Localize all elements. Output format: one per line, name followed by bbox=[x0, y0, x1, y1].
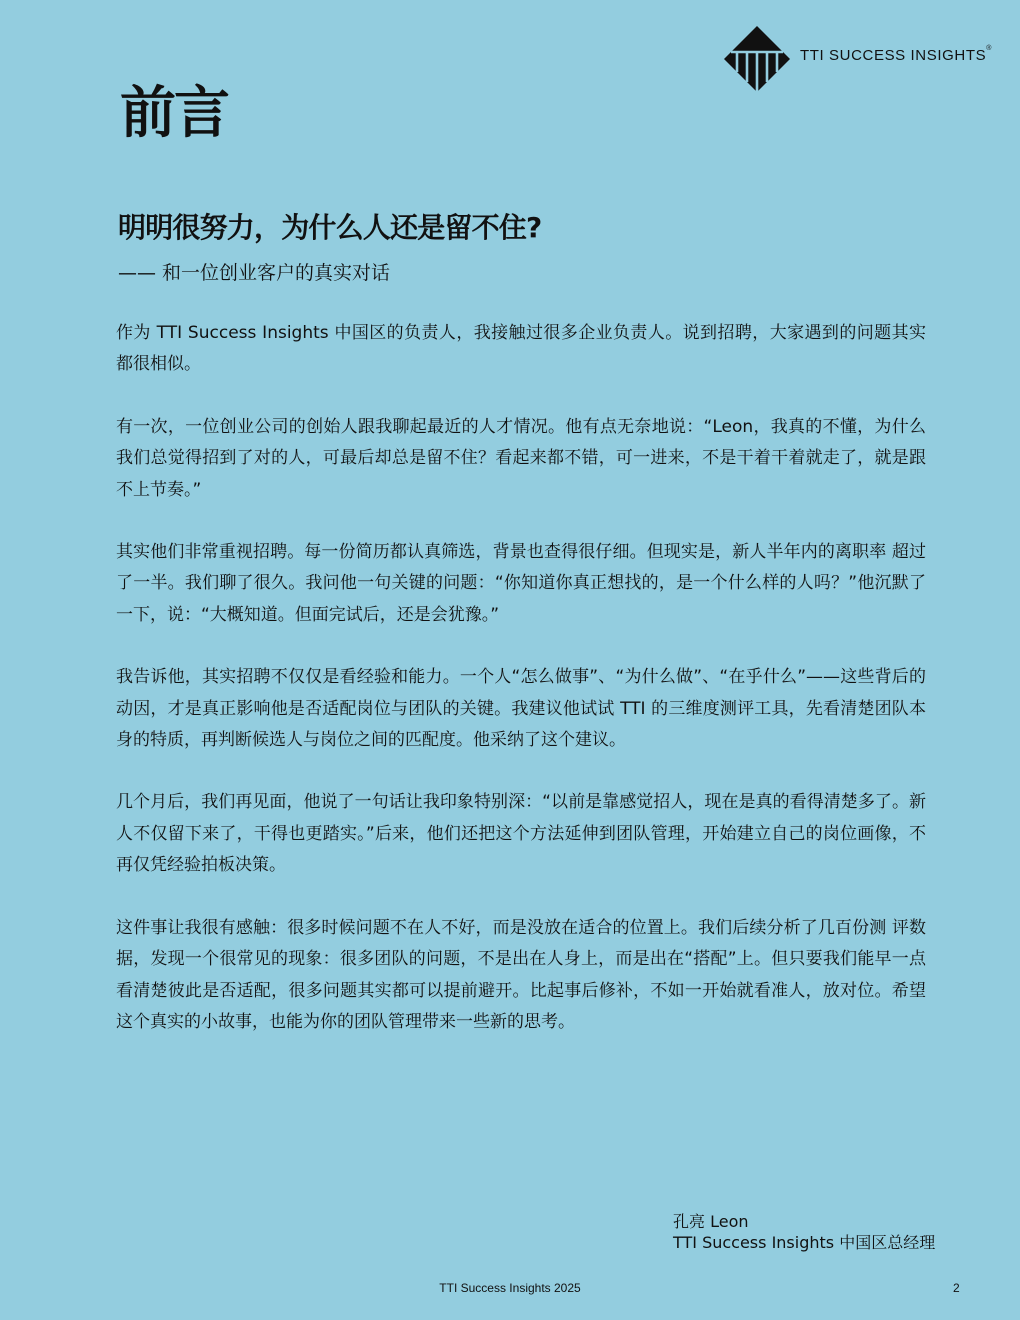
tti-diamond-logo-icon bbox=[723, 24, 793, 94]
paragraph: 作为 TTI Success Insights 中国区的负责人，我接触过很多企业负责人。说到招聘，大家遇到的问题其实都很相似。 bbox=[116, 323, 926, 375]
footer-text: TTI Success Insights 2025 bbox=[439, 1281, 581, 1295]
signature-role: TTI Success Insights 中国区总经理 bbox=[673, 1233, 936, 1252]
paragraph: 几个月后，我们再见面，他说了一句话让我印象特别深：“以前是靠感觉招人，现在是真的看得清楚多了。新人不仅留下来了，干得也更踏实。”后来，他们还把这个方法延伸到团队管理，开始建立自己的岗位画像，不再仅凭经验拍板决策。 bbox=[116, 792, 926, 876]
paragraph: 其实他们非常重视招聘。每一份简历都认真筛选，背景也查得很仔细。但现实是，新人半年内的离职率 超过了一半。我们聊了很久。我问他一句关键的问题：“你知道你真正想找的，是一个什么样的人吗？”他沉默了一下，说：“大概知道。但面完试后，还是会犹豫。” bbox=[116, 542, 926, 625]
article-title: 明明很努力，为什么人还是留不住? bbox=[118, 211, 542, 244]
page-title: 前言 bbox=[120, 81, 228, 146]
company-logo bbox=[723, 24, 993, 94]
signature bbox=[673, 1211, 935, 1253]
paragraph: 这件事让我很有感触：很多时候问题不在人不好，而是没放在适合的位置上。我们后续分析了几百份测 评数据，发现一个很常见的现象：很多团队的问题，不是出在人身上，而是出在“搭配”上。但只要我们能早一点看清楚彼此是否适配，很多问题其实都可以提前避开。比起事后修补，不如一开始就看准人，放对位。希望这个真实的小故事，也能为你的团队管理带来一些新的思考。 bbox=[116, 917, 926, 1032]
signature-name: 孔亮 Leon bbox=[673, 1212, 749, 1231]
paragraph: 有一次，一位创业公司的创始人跟我聊起最近的人才情况。他有点无奈地说：“Leon，我真的不懂，为什么我们总觉得招到了对的人，可最后却总是留不住？看起来都不错，可一进来，不是干着干着就走了，就是跟不上节奏。” bbox=[116, 416, 926, 500]
registered-mark: ® bbox=[986, 45, 992, 52]
paragraph: 我告诉他，其实招聘不仅仅是看经验和能力。一个人“怎么做事”、“为什么做”、“在乎什么”——这些背后的动因，才是真正影响他是否适配岗位与团队的关键。我建议他试试 TTI 的三维度测评工具，先看清楚团队本身的特质，再判断候选人与岗位之间的匹配度。他采纳了这个建议。 bbox=[116, 667, 926, 751]
article-body bbox=[116, 318, 926, 1069]
logo-wordmark bbox=[800, 47, 992, 64]
article-subtitle: —— 和一位创业客户的真实对话 bbox=[118, 262, 391, 284]
logo-text: TTI SUCCESS INSIGHTS bbox=[800, 47, 987, 64]
page-number: 2 bbox=[953, 1281, 960, 1295]
